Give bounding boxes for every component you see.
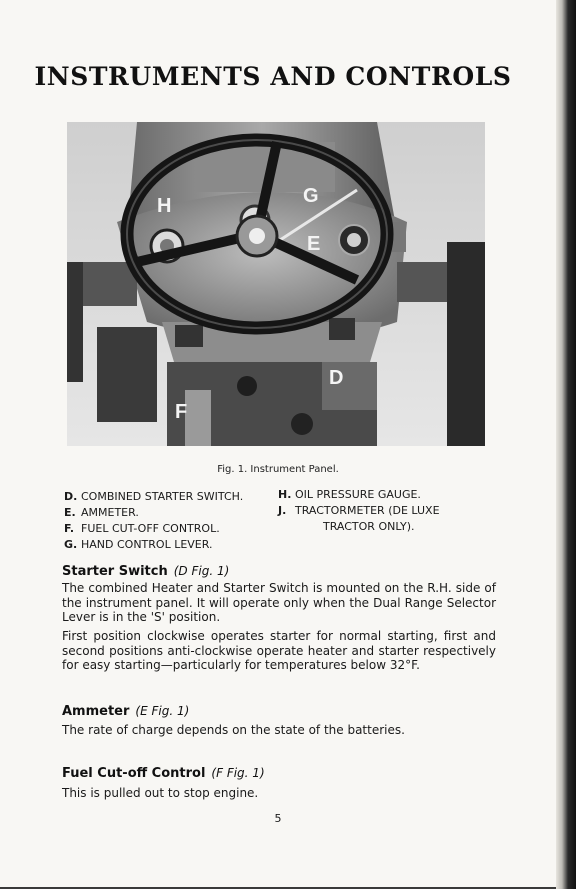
legend-item: H. OIL PRESSURE GAUGE. xyxy=(278,488,421,501)
legend-right xyxy=(278,487,440,535)
legend-item: G. HAND CONTROL LEVER. xyxy=(64,538,213,551)
legend-left xyxy=(64,489,243,553)
section-heading-starter-switch: Starter Switch (D Fig. 1) xyxy=(62,564,230,579)
label-e: E xyxy=(307,233,321,255)
section-heading-ammeter: Ammeter (E Fig. 1) xyxy=(62,704,190,719)
starter-switch-paragraph-2: First position clockwise operates starter for normal starting, first and second positions anti-clockwise operate heater and starter respectively for easy starting—particularly for temperatures below 32°F. xyxy=(62,629,496,672)
label-f: F xyxy=(175,401,188,423)
book-spine xyxy=(556,0,576,889)
legend-item: TRACTOR ONLY). xyxy=(323,520,415,533)
starter-switch-paragraph-1: The combined Heater and Starter Switch is mounted on the R.H. side of the instrument panel. It will operate only when the Dual Range Selector Lever is in the 'S' position. xyxy=(62,581,496,624)
label-g: G xyxy=(303,185,319,207)
section-heading-fuel-cut-off: Fuel Cut-off Control (F Fig. 1) xyxy=(62,766,265,781)
instrument-panel-photo xyxy=(67,122,485,446)
legend-item: J. TRACTORMETER (DE LUXE xyxy=(278,504,440,517)
label-h: H xyxy=(157,195,172,217)
fuel-cut-off-paragraph: This is pulled out to stop engine. xyxy=(62,786,259,800)
legend-item: D. COMBINED STARTER SWITCH. xyxy=(64,490,244,503)
legend-item: E. AMMETER. xyxy=(64,506,139,519)
legend-item: F. FUEL CUT-OFF CONTROL. xyxy=(64,522,220,535)
page-number: 5 xyxy=(274,812,282,825)
steering-wheel-illustration xyxy=(67,122,485,446)
figure-caption: Fig. 1. Instrument Panel. xyxy=(217,464,339,475)
label-d: D xyxy=(329,367,344,389)
ammeter-paragraph: The rate of charge depends on the state of the batteries. xyxy=(62,723,405,737)
page-title: INSTRUMENTS AND CONTROLS xyxy=(34,62,512,91)
